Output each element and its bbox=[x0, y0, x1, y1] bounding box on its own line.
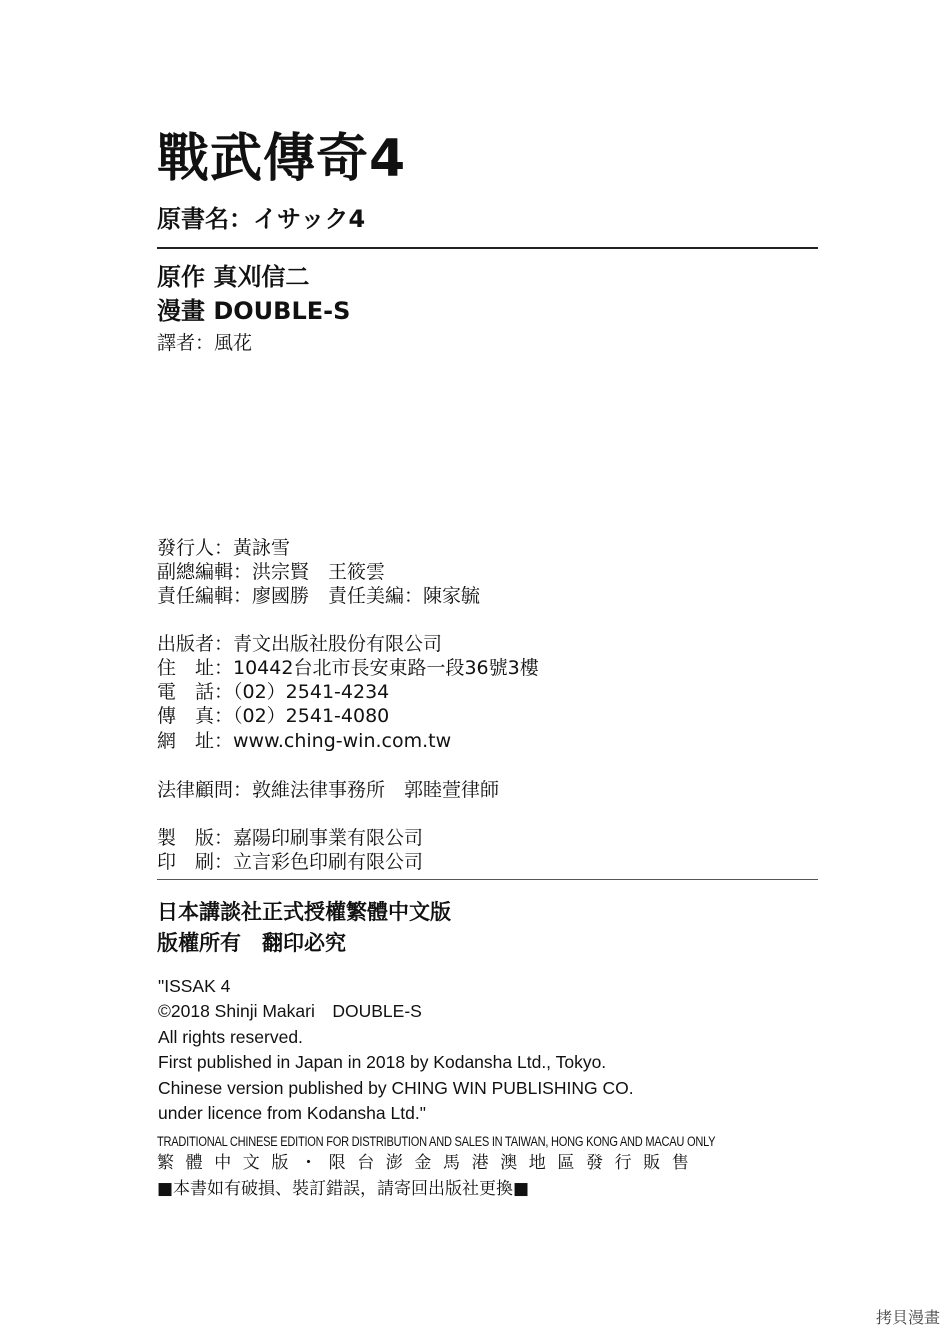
watermark: 拷貝漫畫 bbox=[875, 1308, 940, 1327]
english-credit-line: under licence from Kodansha Ltd." bbox=[158, 1103, 426, 1123]
publisher-name: 出版者：青文出版社股份有限公司 bbox=[157, 633, 443, 655]
editors: 責任編輯：廖國勝 責任美編：陳家毓 bbox=[157, 585, 481, 607]
rights-line-2: 版權所有 翻印必究 bbox=[157, 930, 346, 955]
book-title: 戰武傳奇4 bbox=[157, 129, 407, 189]
rights-divider bbox=[157, 879, 818, 880]
art-credit: 漫畫 DOUBLE-S bbox=[157, 297, 351, 325]
publisher-address: 住 址：10442台北市長安東路一段36號3樓 bbox=[157, 657, 539, 679]
publisher-fax: 傳 真：（02）2541-4080 bbox=[157, 705, 390, 727]
translator-credit: 譯者：風花 bbox=[157, 332, 253, 354]
english-credit-line: All rights reserved. bbox=[158, 1027, 303, 1047]
rights-line-1: 日本講談社正式授權繁體中文版 bbox=[157, 899, 451, 924]
distribution-notice-en: TRADITIONAL CHINESE EDITION FOR DISTRIBUTION AND SALES IN TAIWAN, HONG KONG AND MACAU ONLY bbox=[157, 1134, 716, 1149]
english-credit-line: First published in Japan in 2018 by Kodansha Ltd., Tokyo. bbox=[158, 1052, 607, 1072]
damage-notice: ■本書如有破損、裝訂錯誤，請寄回出版社更換■ bbox=[157, 1179, 530, 1199]
deputy-editor: 副總編輯：洪宗賢 王筱雲 bbox=[157, 561, 386, 583]
legal-counsel: 法律顧問：敦維法律事務所 郭睦萱律師 bbox=[157, 779, 500, 801]
original-title: 原書名：イサック4 bbox=[157, 205, 366, 233]
english-credit-line: "ISSAK 4 bbox=[158, 976, 231, 996]
publisher-phone: 電 話：（02）2541-4234 bbox=[157, 681, 390, 703]
distribution-notice-cn: 繁體中文版・限台澎金馬港澳地區發行販售 bbox=[157, 1153, 701, 1173]
title-divider bbox=[157, 247, 818, 249]
publisher-person: 發行人：黃詠雪 bbox=[157, 537, 291, 559]
story-credit: 原作 真刈信二 bbox=[157, 263, 310, 291]
printer: 印 刷：立言彩色印刷有限公司 bbox=[157, 851, 424, 873]
publisher-website: 網 址：www.ching-win.com.tw bbox=[157, 730, 452, 752]
plate-maker: 製 版：嘉陽印刷事業有限公司 bbox=[157, 827, 424, 849]
english-credit-line: Chinese version published by CHING WIN PUBLISHING CO. bbox=[158, 1078, 634, 1098]
english-credit-line: ©2018 Shinji Makari DOUBLE-S bbox=[158, 1001, 422, 1021]
